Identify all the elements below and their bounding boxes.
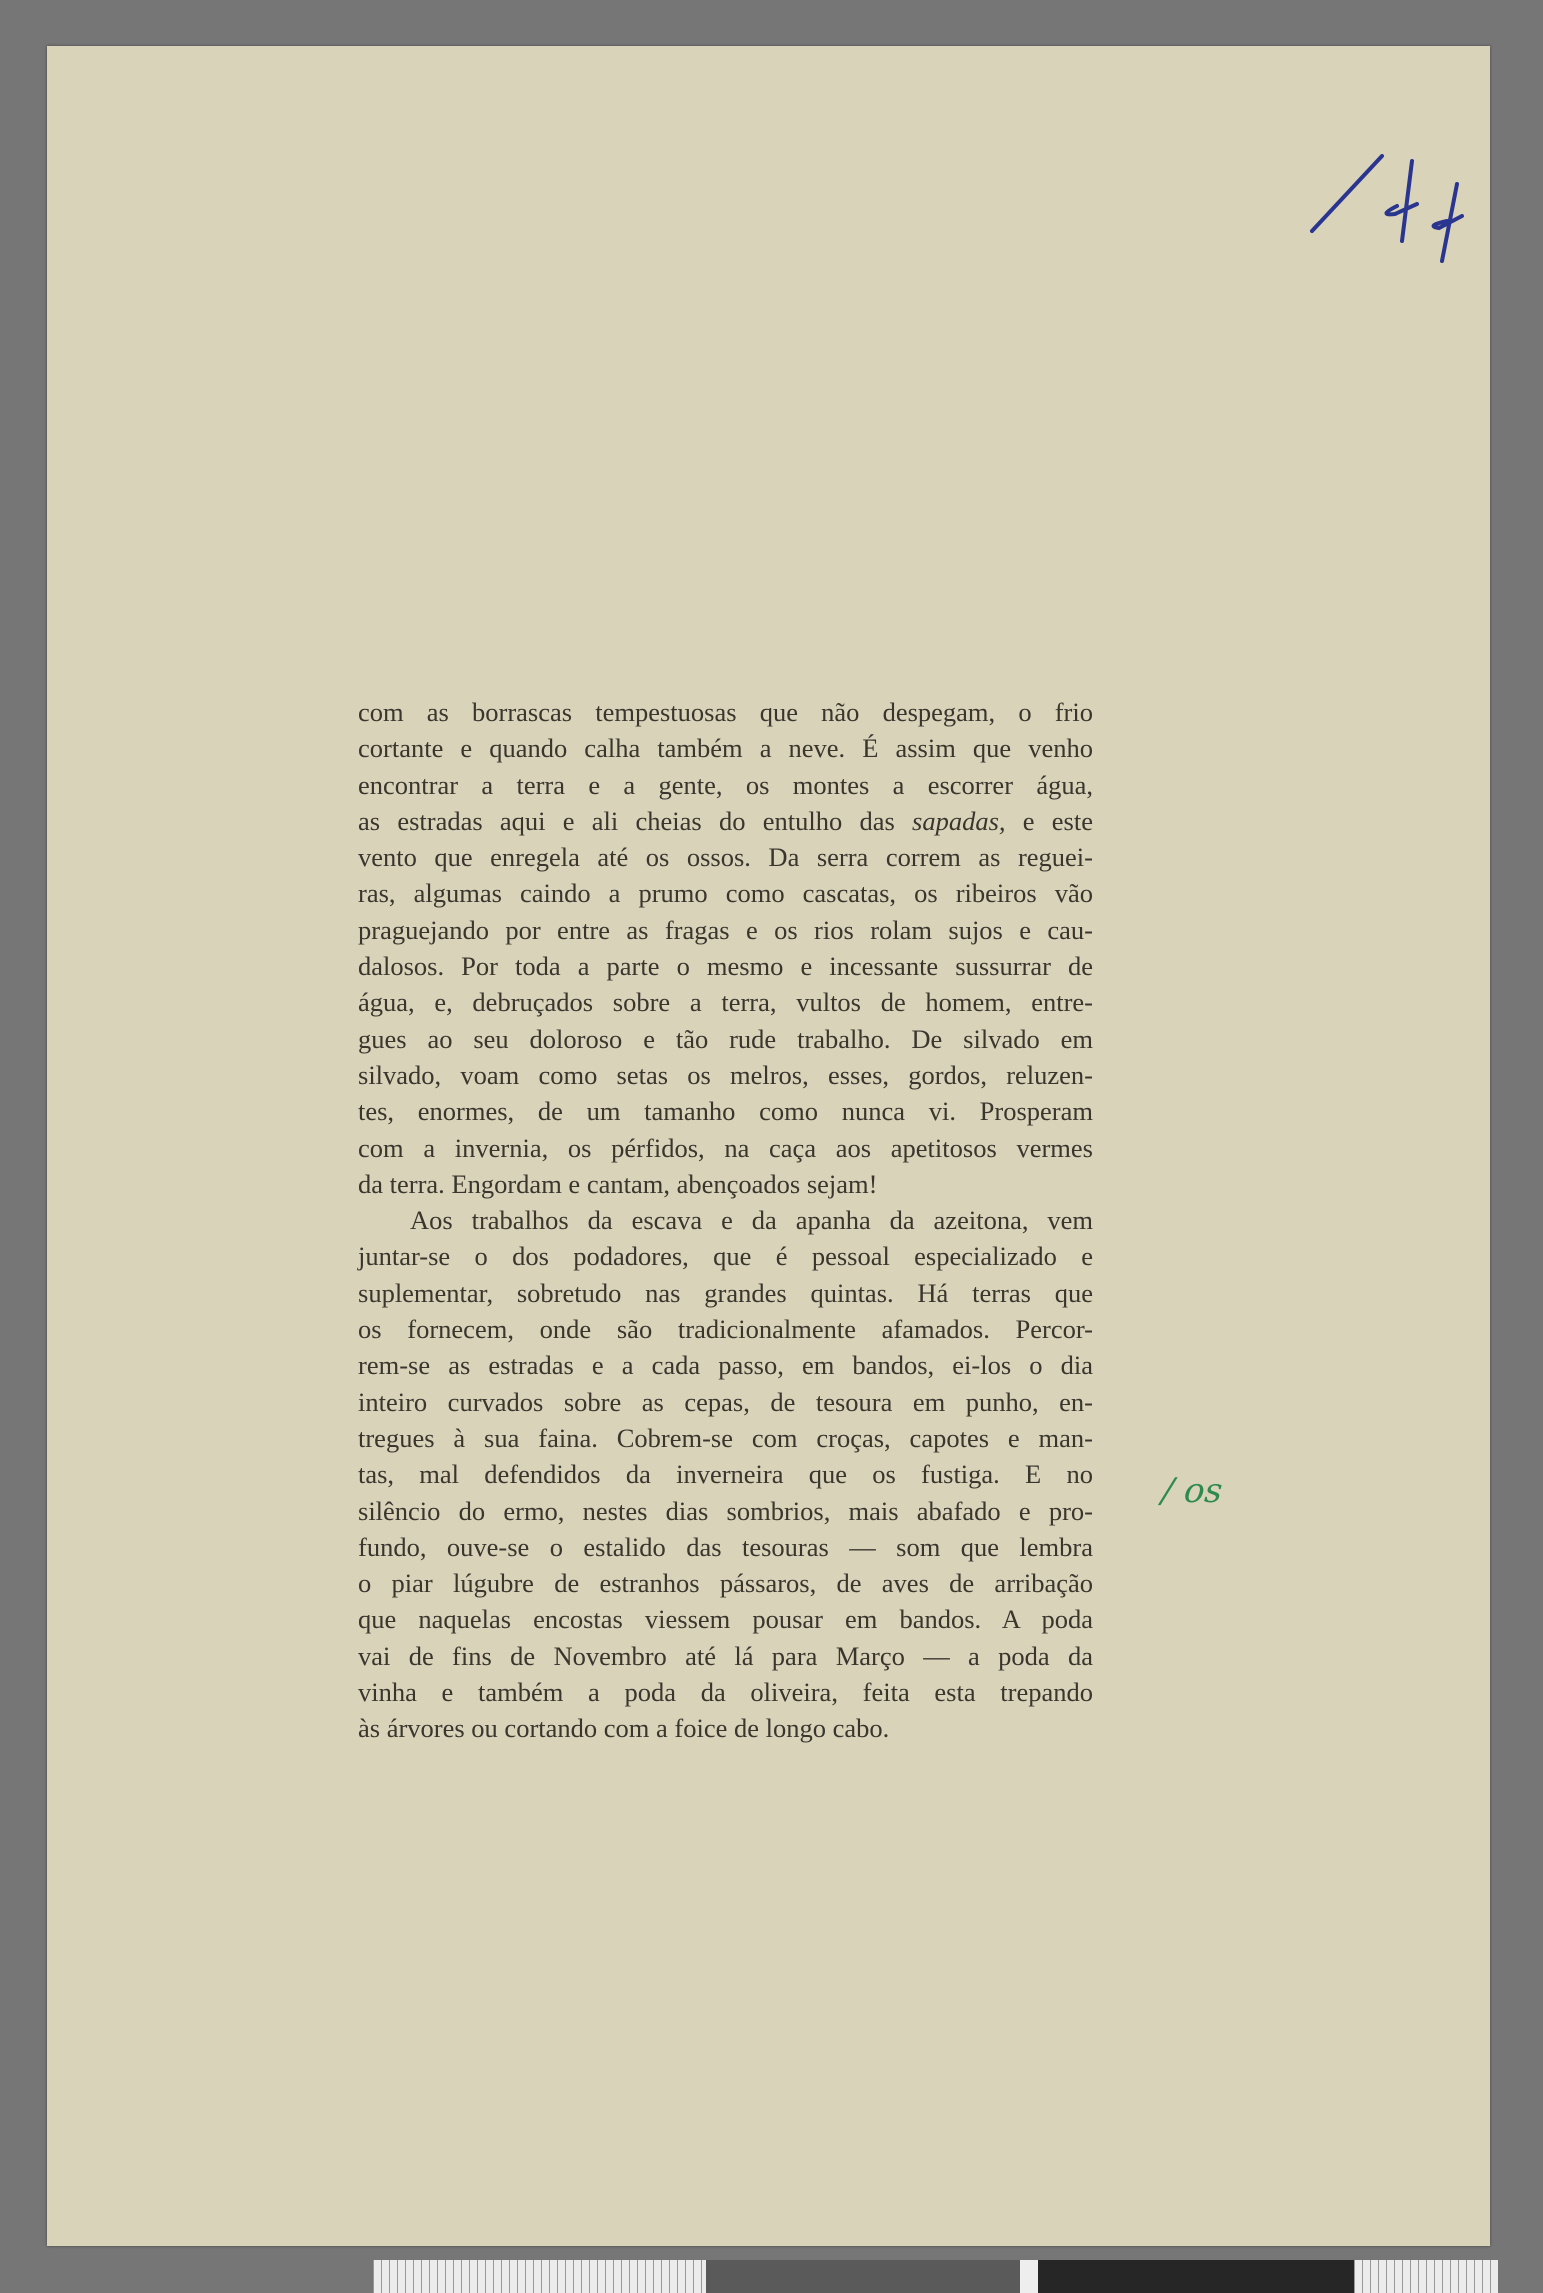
text-line: dalosos. Por toda a parte o mesmo e incessante sussurrar de (358, 951, 1093, 982)
text-line: os fornecem, onde são tradicionalmente afamados. Percor- (358, 1314, 1093, 1345)
text-line: praguejando por entre as fragas e os rios rolam sujos e cau- (358, 914, 1093, 945)
paragraph-1 (358, 694, 1093, 1202)
text-line: vai de fins de Novembro até lá para Março — a poda da (358, 1640, 1093, 1671)
text-line: juntar-se o dos podadores, que é pessoal especializado e (358, 1241, 1093, 1272)
text-line: água, e, debruçados sobre a terra, vultos de homem, entre- (358, 987, 1093, 1018)
text-line: gues ao seu doloroso e tão rude trabalho. De silvado em (358, 1023, 1093, 1054)
text-line: Aos trabalhos da escava e da apanha da azeitona, vem (410, 1205, 1093, 1236)
text-line: tes, enormes, de um tamanho como nunca vi. Prosperam (358, 1096, 1093, 1127)
text-line: fundo, ouve-se o estalido das tesouras — som que lembra (358, 1531, 1093, 1562)
paragraph-2 (358, 1202, 1093, 1746)
scale-ruler-white (373, 2260, 706, 2293)
text-line: silvado, voam como setas os melros, esses, gordos, reluzen- (358, 1059, 1093, 1090)
scale-ruler-white-right (1354, 2260, 1498, 2293)
text-line: tregues à sua faina. Cobrem-se com croças, capotes e man- (358, 1422, 1093, 1453)
text-line: cortante e quando calha também a neve. É assim que venho (358, 733, 1093, 764)
text-line: tas, mal defendidos da inverneira que os fustiga. E no (358, 1459, 1093, 1490)
text-line: silêncio do ermo, nestes dias sombrios, mais abafado e pro- (358, 1495, 1093, 1526)
text-line: vinha e também a poda da oliveira, feita esta trepando (358, 1677, 1093, 1708)
text-line: com a invernia, os pérfidos, na caça aos apetitosos vermes (358, 1132, 1093, 1163)
text-line: suplementar, sobretudo nas grandes quintas. Há terras que (358, 1277, 1093, 1308)
text-line: com as borrascas tempestuosas que não despegam, o frio (358, 697, 1093, 727)
text-line: inteiro curvados sobre as cepas, de tesoura em punho, en- (358, 1386, 1093, 1417)
handwritten-margin-note: / os (1159, 1471, 1225, 1511)
color-patch-black (1038, 2260, 1354, 2293)
text-line: vento que enregela até os ossos. Da serra correm as reguei- (358, 842, 1093, 873)
text-line: ras, algumas caindo a prumo como cascatas, os ribeiros vão (358, 878, 1093, 909)
text-line: encontrar a terra e a gente, os montes a escorrer água, (358, 769, 1093, 800)
text-line: rem-se as estradas e a cada passo, em bandos, ei-los o dia (358, 1350, 1093, 1381)
text-line: o piar lúgubre de estranhos pássaros, de aves de arribação (358, 1568, 1093, 1599)
text-line: as estradas aqui e ali cheias do entulho das sapadas, e este (358, 805, 1093, 836)
color-patch-gray (706, 2260, 1020, 2293)
text-line: às árvores ou cortando com a foice de longo cabo. (358, 1713, 890, 1744)
color-patch-white (1020, 2260, 1038, 2293)
handwritten-folio-number (1307, 146, 1487, 266)
text-line: da terra. Engordam e cantam, abençoados sejam! (358, 1168, 878, 1199)
text-line: que naquelas encostas viessem pousar em bandos. A poda (358, 1604, 1093, 1635)
body-text (358, 694, 1093, 1747)
